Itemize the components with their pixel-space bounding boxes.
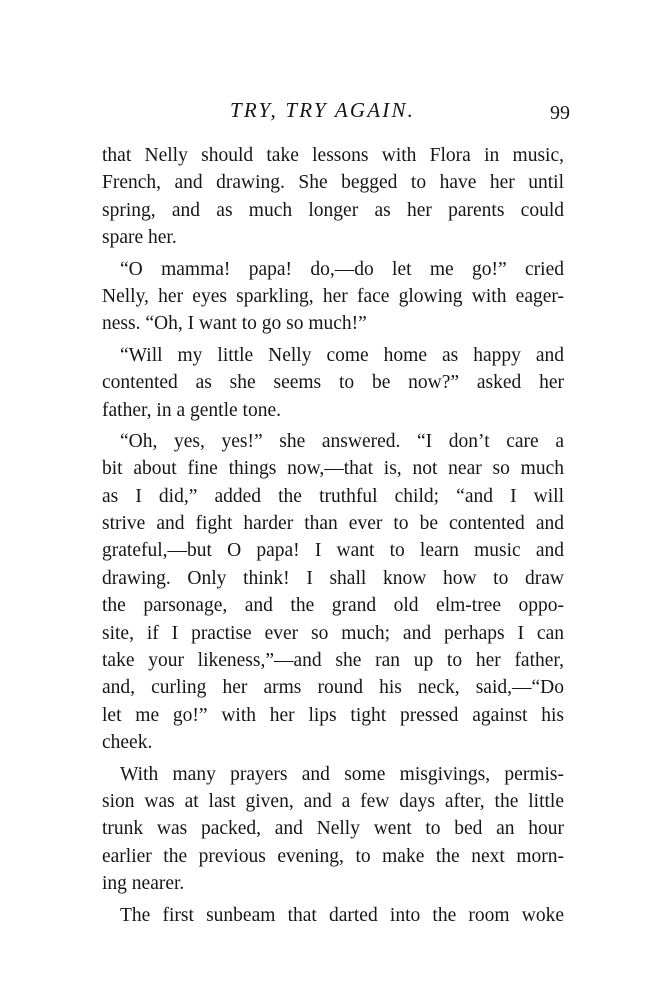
paragraph	[102, 142, 564, 252]
text-line: the parsonage, and the grand old elm-tree oppo-	[102, 595, 564, 617]
text-line: take your likeness,”—and she ran up to her father,	[102, 650, 564, 672]
paragraph	[102, 902, 564, 929]
text-line: spare her.	[102, 227, 177, 249]
text-line: cheek.	[102, 732, 153, 754]
paragraph	[102, 342, 564, 424]
text-line: grateful,—but O papa! I want to learn music and	[102, 540, 564, 562]
text-line: ing nearer.	[102, 873, 185, 895]
text-line: “Will my little Nelly come home as happy and	[120, 344, 564, 366]
text-line: let me go!” with her lips tight pressed against his	[102, 704, 564, 726]
paragraph	[102, 256, 564, 338]
text-line: trunk was packed, and Nelly went to bed an hour	[102, 818, 564, 840]
body-text	[102, 142, 564, 929]
text-line: French, and drawing. She begged to have her until	[102, 172, 564, 194]
text-line: strive and fight harder than ever to be contented and	[102, 513, 564, 535]
text-line: “Oh, yes, yes!” she answered. “I don’t care a	[120, 430, 564, 452]
page-number: 99	[550, 102, 570, 124]
text-line: “O mamma! papa! do,—do let me go!” cried	[120, 258, 564, 280]
running-title: TRY, TRY AGAIN.	[230, 98, 416, 122]
paragraph	[102, 428, 564, 757]
text-line: ness. “Oh, I want to go so much!”	[102, 313, 367, 335]
text-line: sion was at last given, and a few days after, the little	[102, 790, 564, 812]
text-line: that Nelly should take lessons with Flora in music,	[102, 145, 564, 166]
paragraph	[102, 761, 564, 898]
running-head	[100, 98, 570, 132]
text-line: site, if I practise ever so much; and perhaps I can	[102, 622, 564, 644]
text-line: drawing. Only think! I shall know how to draw	[102, 567, 564, 589]
text-line: Nelly, her eyes sparkling, her face glowing with eager-	[102, 285, 564, 307]
text-line: contented as she seems to be now?” asked her	[102, 372, 564, 394]
text-line: The first sunbeam that darted into the room woke	[120, 904, 564, 926]
text-line: and, curling her arms round his neck, said,—“Do	[102, 677, 564, 699]
text-line: bit about fine things now,—that is, not near so much	[102, 458, 564, 480]
text-line: spring, and as much longer as her parents could	[102, 199, 564, 221]
text-line: father, in a gentle tone.	[102, 399, 281, 421]
text-line: With many prayers and some misgivings, permis-	[120, 763, 564, 785]
text-line: earlier the previous evening, to make the next morn-	[102, 845, 564, 867]
text-line: as I did,” added the truthful child; “and I will	[102, 485, 564, 507]
